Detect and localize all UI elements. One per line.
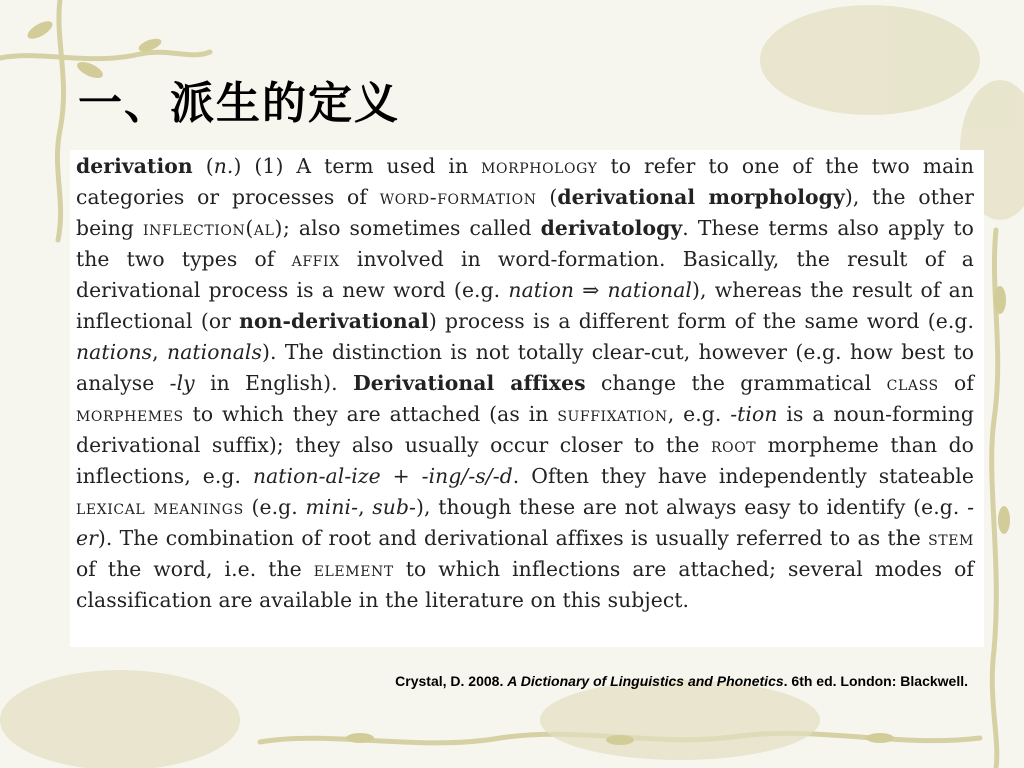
example: -ly <box>169 371 195 395</box>
bold-term: Derivational affixes <box>353 371 586 395</box>
cross-reference: root <box>710 433 757 457</box>
entry-text: ( <box>192 154 214 178</box>
entry-text: ), the other being <box>76 185 974 240</box>
headword: derivation <box>76 154 193 178</box>
entry-text: ). The distinction is not totally clear-cut, however (e.g. how best to analyse <box>76 340 975 395</box>
example: nations <box>76 340 153 364</box>
cross-reference: stem <box>928 526 974 550</box>
bold-term: derivatology <box>540 216 683 240</box>
entry-text: (e.g. <box>243 495 306 519</box>
cross-reference: morphemes <box>76 402 184 426</box>
citation-suffix: . 6th ed. London: Blackwell. <box>783 673 968 689</box>
example: -er <box>76 495 975 550</box>
cross-reference: lexical meanings <box>76 495 244 519</box>
entry-text: is a noun-forming derivational suffix); they also usually occur closer to the <box>76 402 974 457</box>
entry-text: ), whereas the result of an inflectional (or <box>76 278 974 333</box>
entry-text: of <box>938 371 974 395</box>
entry-text: to which inflections are attached; several modes of classification are available in the literature on this subject. <box>76 557 974 612</box>
example: nation-al-ize + -ing/-s/-d <box>252 464 513 488</box>
cross-reference: affix <box>291 247 340 271</box>
entry-text: to refer to one of the two main categories or processes of <box>76 154 975 209</box>
example: -tion <box>730 402 778 426</box>
entry-text: , e.g. <box>667 402 731 426</box>
entry-text: of the word, i.e. the <box>76 557 314 581</box>
cross-reference: morphology <box>481 154 598 178</box>
entry-text: ) (1) A term used in <box>233 154 482 178</box>
bold-term: non-derivational <box>239 309 429 333</box>
example: nationals <box>167 340 262 364</box>
cross-reference: element <box>313 557 394 581</box>
entry-text: involved in word-formation. Basically, the result of a derivational process is a new word (e.g. <box>76 247 974 302</box>
entry-text: morpheme than do inflections, e.g. <box>76 433 974 488</box>
entry-text: to which they are attached (as in <box>183 402 558 426</box>
cross-reference: word-formation <box>379 185 537 209</box>
entry-text: ), though these are not always easy to identify (e.g. <box>416 495 968 519</box>
example: nation ⇒ national <box>508 278 692 302</box>
cross-reference: inflection(al) <box>143 216 283 240</box>
cross-reference: class <box>886 371 939 395</box>
entry-text: change the grammatical <box>585 371 887 395</box>
cross-reference: suffixation <box>557 402 668 426</box>
entry-text: ) process is a different form of the same word (e.g. <box>428 309 974 333</box>
bold-term: derivational morphology <box>557 185 845 209</box>
entry-text: , <box>152 340 168 364</box>
example: sub- <box>372 495 417 519</box>
entry-text: ( <box>536 185 558 209</box>
entry-text: ; also sometimes called <box>282 216 541 240</box>
entry-text: . Often they have independently stateable <box>512 464 974 488</box>
example: mini- <box>305 495 359 519</box>
entry-text: . These terms also apply to the two types of <box>76 216 974 271</box>
dictionary-entry-text <box>76 151 974 616</box>
entry-text: in English). <box>194 371 354 395</box>
citation-prefix: Crystal, D. 2008. <box>395 673 508 689</box>
slide-title: 一、派生的定义 <box>78 78 400 129</box>
part-of-speech: n. <box>213 154 234 178</box>
citation <box>395 673 968 689</box>
citation-book-title: A Dictionary of Linguistics and Phonetics <box>507 673 784 689</box>
entry-text: , <box>358 495 373 519</box>
entry-text: ). The combination of root and derivational affixes is usually referred to as the <box>97 526 929 550</box>
